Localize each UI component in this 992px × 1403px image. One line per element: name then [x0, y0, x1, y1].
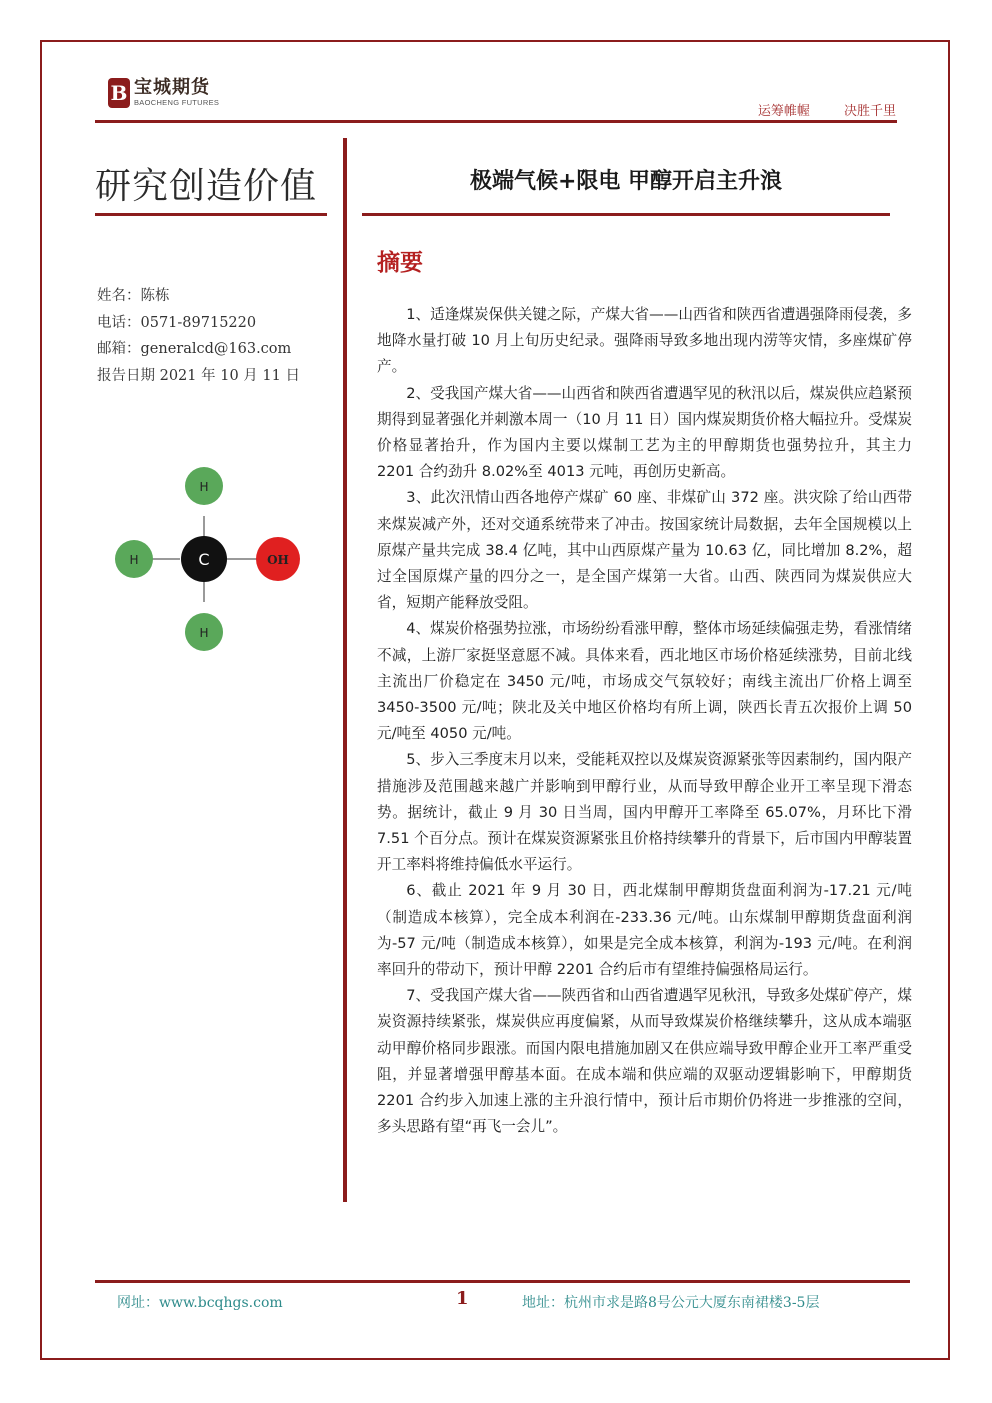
logo-mark-icon: B [108, 78, 130, 108]
sidebar-title-divider [95, 213, 327, 216]
atom-h-bottom [185, 613, 223, 651]
summary-heading: 摘要 [377, 250, 423, 276]
summary-paragraph-6: 6、截止 2021 年 9 月 30 日，西北煤制甲醇期货盘面利润为-17.21 元/吨（制造成本核算），完全成本利润在-233.36 元/吨。山东煤制甲醇期货盘面利润为-57 元/吨（制造成本核算），如果是完全成本核算，利润为-193 元/吨。在利润率回升的带动下，预计甲醇 2201 合约后市有望维持偏强格局运行。 [377, 882, 912, 979]
svg-text:H: H [129, 553, 139, 567]
analyst-email: 邮箱：generalcd@163.com [97, 341, 292, 357]
footer-address: 地址：杭州市求是路8号公元大厦东南裙楼3-5层 [522, 1295, 820, 1311]
analyst-phone: 电话：0571-89715220 [97, 314, 257, 331]
footer-divider [95, 1280, 910, 1283]
footer-website: 网址：www.bcqhgs.com [117, 1295, 283, 1311]
page-number: 1 [456, 1288, 469, 1309]
report-date: 报告日期 2021 年 10 月 11 日 [97, 367, 300, 384]
svg-text:OH: OH [267, 553, 289, 567]
analyst-name: 姓名：陈栋 [97, 288, 170, 304]
column-divider [343, 138, 347, 1202]
company-logo [108, 78, 219, 108]
title-divider [362, 213, 890, 216]
analyst-info [97, 283, 300, 389]
svg-text:C: C [198, 550, 210, 569]
summary-paragraph-3: 3、此次汛情山西各地停产煤矿 60 座、非煤矿山 372 座。洪灾除了给山西带来煤炭减产外，还对交通系统带来了冲击。按国家统计局数据，去年全国规模以上原煤产量共完成 38.4 亿吨，其中山西原煤产量为 10.63 亿，同比增加 8.2%，超过全国原煤产量的四分之一，是全国产煤第一大省。山西、陕西同为煤炭供应大省，短期产能释放受阻。 [377, 489, 912, 612]
atom-c-center [181, 536, 227, 582]
svg-text:H: H [199, 480, 209, 494]
summary-paragraph-7: 7、受我国产煤大省——陕西省和山西省遭遇罕见秋汛，导致多处煤矿停产，煤炭资源持续紧张，煤炭供应再度偏紧，从而导致煤炭价格继续攀升，这从成本端驱动甲醇价格同步跟涨。而国内限电措施加剧又在供应端导致甲醇企业开工率严重受阻，并显著增强甲醇基本面。在成本端和供应端的双驱动逻辑影响下，甲醇期货 2201 合约步入加速上涨的主升浪行情中，预计后市期价仍将进一步推涨的空间，多头思路有望“再飞一会儿”。 [377, 987, 912, 1136]
logo-text [134, 79, 219, 107]
summary-paragraph-4: 4、煤炭价格强势拉涨，市场纷纷看涨甲醇，整体市场延续偏强走势，看涨情绪不减，上游厂家挺坚意愿不减。具体来看，西北地区市场价格延续涨势，目前北线主流出厂价稳定在 3450 元/吨，市场成交气氛较好；南线主流出厂价格上调至 3450-3500 元/吨；陕北及关中地区价格均有所上调，陕西长青五次报价上调 50 元/吨至 4050 元/吨。 [377, 620, 912, 743]
slogan-part-1: 运筹帷幄 [757, 104, 810, 119]
brand-tagline: 研究创造价值 [95, 166, 318, 207]
atom-oh-right [256, 537, 300, 581]
logo-english-name: BAOCHENG FUTURES [134, 98, 220, 108]
methanol-molecule-icon [112, 458, 322, 658]
logo-chinese-name: 宝城期货 [134, 77, 210, 99]
summary-paragraph-1: 1、适逢煤炭保供关键之际，产煤大省——山西省和陕西省遭遇强降雨侵袭，多地降水量打破 10 月上旬历史纪录。强降雨导致多地出现内涝等灾情，多座煤矿停产。 [377, 306, 912, 376]
header-slogan [728, 100, 896, 119]
atom-h-top [185, 467, 223, 505]
report-title: 极端气候+限电 甲醇开启主升浪 [469, 169, 783, 194]
svg-text:H: H [199, 626, 209, 640]
header-divider [95, 120, 897, 123]
summary-body [377, 302, 912, 1141]
slogan-part-2: 决胜千里 [843, 104, 896, 119]
summary-paragraph-5: 5、步入三季度末月以来，受能耗双控以及煤炭资源紧张等因素制约，国内限产措施涉及范围越来越广并影响到甲醇行业，从而导致甲醇企业开工率呈现下滑态势。据统计，截止 9 月 30 日当周，国内甲醇开工率降至 65.07%，月环比下滑 7.51 个百分点。预计在煤炭资源紧张且价格持续攀升的背景下，后市国内甲醇装置开工率料将维持偏低水平运行。 [377, 751, 912, 874]
summary-paragraph-2: 2、受我国产煤大省——山西省和陕西省遭遇罕见的秋汛以后，煤炭供应趋紧预期得到显著强化并刺激本周一（10 月 11 日）国内煤炭期货价格大幅拉升。受煤炭价格显著抬升，作为国内主要以煤制工艺为主的甲醇期货也强势拉升，其主力 2201 合约劲升 8.02%至 4013 元吨，再创历史新高。 [377, 384, 912, 481]
atom-h-left [115, 540, 153, 578]
